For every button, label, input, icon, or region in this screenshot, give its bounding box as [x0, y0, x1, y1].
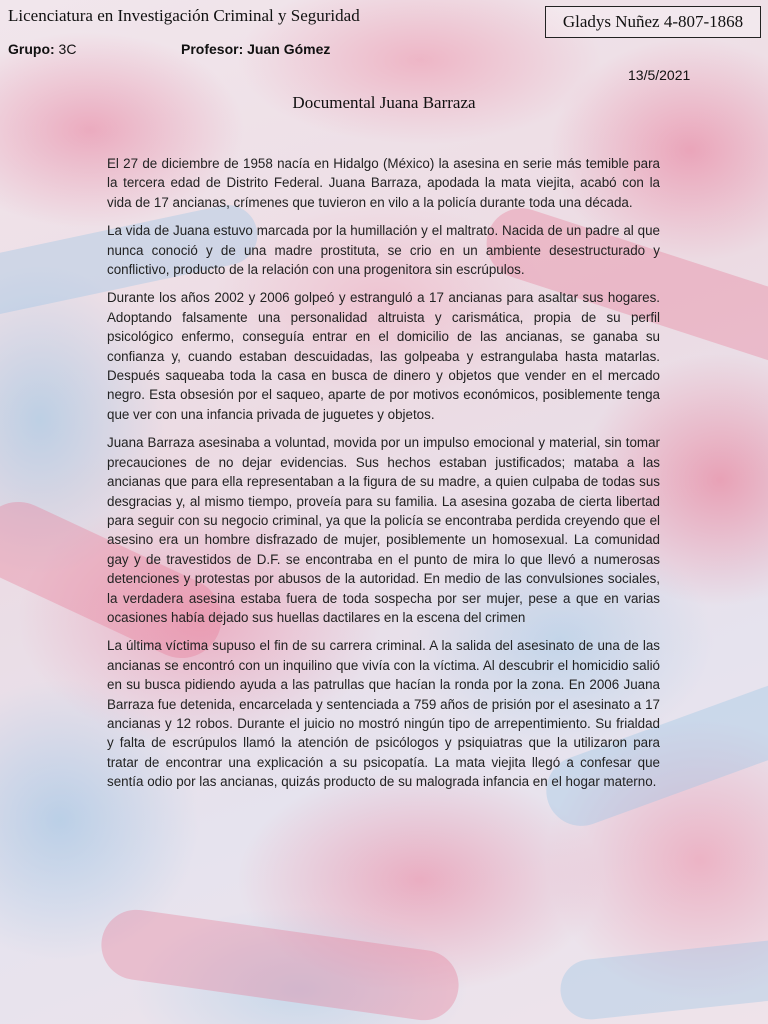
group-value: 3C — [58, 41, 77, 57]
group-label: Grupo: — [8, 41, 55, 57]
paint-stroke — [558, 938, 768, 1023]
paragraph: Durante los años 2002 y 2006 golpeó y estranguló a 17 ancianas para asaltar sus hogares. Adoptando falsamente una personalidad altruista y carismática, propia de su perfil psicológico enfermo, conseguía entrar en el domicilio de las ancianas, se ganaba su confianza y, cuando estaban descuidadas, las golpeaba y estrangulaba hasta matarlas. Después saqueaba toda la casa en busca de dinero y objetos que vender en el mercado negro. Esta obsesión por el saqueo, aparte de por motivos económicos, posiblemente tenga que ver con una infancia privada de juguetes y objetos. — [107, 290, 660, 422]
group-row — [8, 41, 76, 57]
paragraph: El 27 de diciembre de 1958 nacía en Hidalgo (México) la asesina en serie más temible para la tercera edad de Distrito Federal. Juana Barraza, apodada la mata viejita, acabó con la vida de 17 ancianas, crímenes que tuvieron en vilo a la policía durante toda una década. — [107, 156, 660, 210]
document-body — [107, 154, 660, 801]
professor-value: Juan Gómez — [247, 41, 331, 57]
document-date: 13/5/2021 — [628, 67, 691, 83]
professor-label: Profesor: — [181, 41, 244, 57]
program-title: Licenciatura en Investigación Criminal y Seguridad — [8, 6, 360, 25]
professor-row — [181, 41, 330, 57]
paragraph: La última víctima supuso el fin de su carrera criminal. A la salida del asesinato de una de las ancianas se encontró con un inquilino que vivía con la víctima. Al descubrir el homicidio salió en su busca pidiendo ayuda a las patrullas que hacían la ronda por la zona. En 2006 Juana Barraza fue detenida, encarcelada y sentenciada a 759 años de prisión por el asesinato a 17 ancianas y 12 robos. Durante el juicio no mostró ningún tipo de arrepentimiento. Su frialdad y falta de escrúpulos llamó la atención de psicólogos y psiquiatras que la utilizaron para tratar de encontrar una explicación a su psicopatía. La mata viejita llegó a confesar que sentía odio por las ancianas, quizás producto de su malograda infancia en el hogar materno. — [107, 638, 660, 790]
student-id-box — [545, 6, 761, 38]
student-name: Gladys Nuñez 4-807-1868 — [562, 12, 744, 31]
document-title: Documental Juana Barraza — [292, 93, 476, 112]
paint-stroke — [97, 905, 463, 1024]
paragraph: La vida de Juana estuvo marcada por la humillación y el maltrato. Nacida de un padre al que nunca conoció y de una madre prostituta, se crio en un ambiente desestructurado y conflictivo, producto de la relación con una progenitora sin escrúpulos. — [107, 223, 660, 278]
paragraph: Juana Barraza asesinaba a voluntad, movida por un impulso emocional y material, sin tomar precauciones de no dejar evidencias. Sus hechos estaban justificados; mataba a las ancianas que para ella representaban a la figura de su madre, a quien culpaba de todas sus desgracias y, al mismo tiempo, proveía para su familia. La asesina gozaba de cierta libertad para seguir con su negocio criminal, ya que la policía se encontraba perdida creyendo que el asesino era un hombre disfrazado de mujer, posiblemente un homosexual. La comunidad gay y de travestidos de D.F. se encontraba en el punto de mira lo que llevó a numerosas detenciones y protestas por abusos de la autoridad. En medio de las convulsiones sociales, la verdadera asesina estaba fuera de toda sospecha por ser mujer, pese a que en varias ocasiones había dejado sus huellas dactilares en la escena del crimen — [107, 435, 660, 625]
